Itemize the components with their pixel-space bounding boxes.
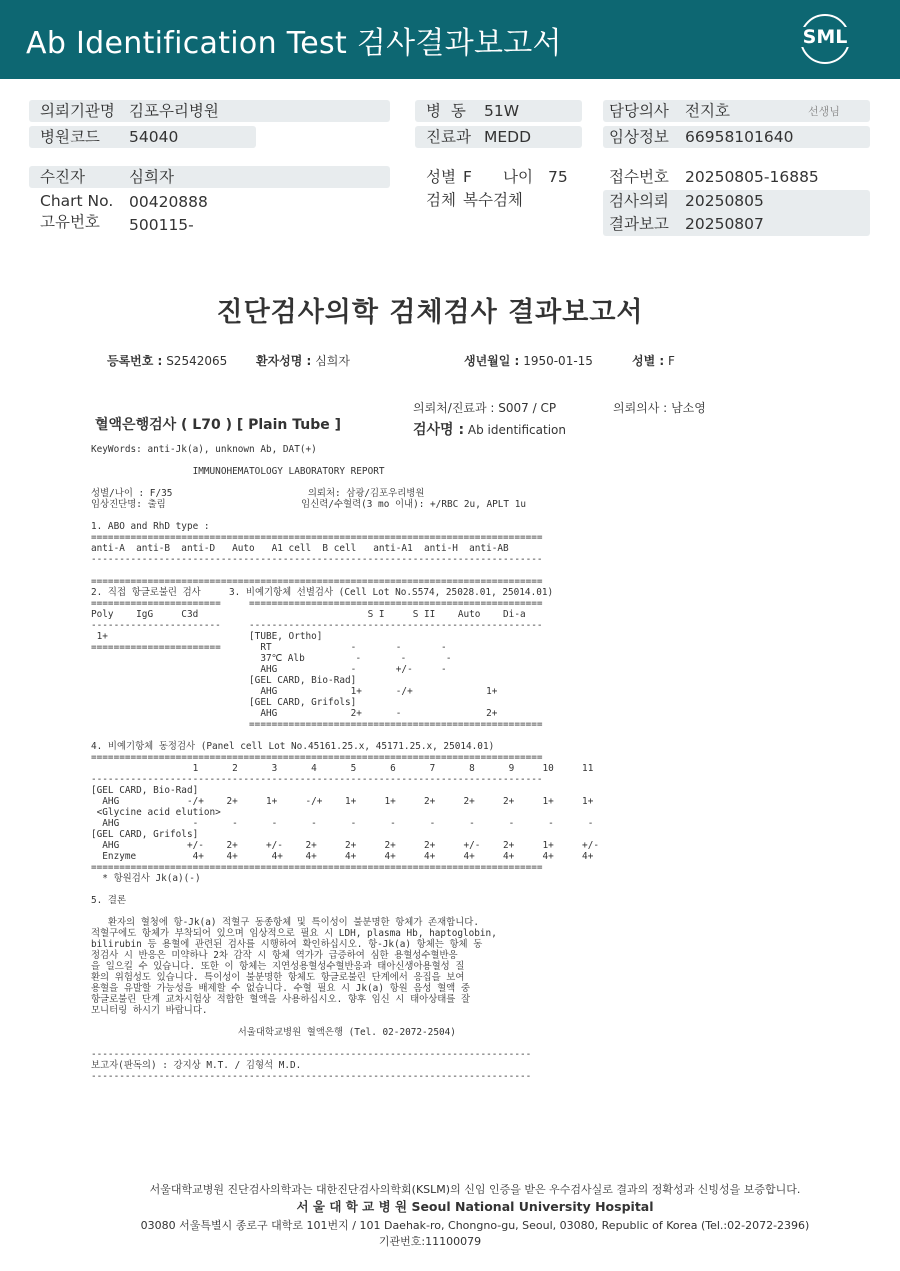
name-label: 환자성명 : [256, 354, 312, 368]
patient-value: 심희자 [129, 168, 174, 186]
request-doctor-value: 남소영 [671, 401, 706, 415]
dept-value: MEDD [484, 128, 532, 146]
reg-value: S2542065 [166, 354, 228, 368]
test-group: 혈액은행검사 ( L70 ) [ Plain Tube ] [95, 417, 342, 433]
report-sex-value: F [668, 354, 675, 368]
footer-institution-number: 기관번호:11100079 [378, 1235, 482, 1248]
id-value: 500115- [129, 216, 194, 234]
request-dept-value: S007 / CP [498, 401, 557, 415]
ward-value: 51W [484, 102, 520, 120]
request-dept-label: 의뢰처/진료과 : [413, 401, 495, 415]
institution-value: 김포우리병원 [129, 102, 219, 120]
request-doctor [613, 399, 706, 416]
birth-value: 1950-01-15 [523, 354, 593, 368]
specimen-value: 복수검체 [463, 191, 523, 209]
doctor-suffix: 선생님 [808, 105, 840, 118]
clinical-label: 임상정보 [609, 128, 669, 146]
doctor-value: 전지호 [685, 102, 730, 120]
patient-name [256, 352, 350, 369]
report-title: 진단검사의학 검체검사 결과보고서 [216, 297, 644, 328]
test-name-label: 검사명 : [413, 422, 465, 438]
request-value: 20250805 [685, 192, 764, 210]
logo-text: SML [797, 27, 853, 47]
report-body: KeyWords: anti-Jk(a), unknown Ab, DAT(+) IMMUNOHEMATOLOGY LABORATORY REPORT 성별/나이 : F/35 의뢰처: 삼광/김포우리병원 임상진단명: 출림 임신력/수혈력(3 mo 이내): +/RBC 2u, APLT 1u 1. ABO and RhD type : ================================================================================ anti-A anti-B anti-D Auto A1 cell B cell anti-A1 anti-H anti-AB -------------------------------------------------------------------------------- ================================================================================ 2. 직접 항글로불린 검사 3. 비예기항체 선별검사 (Cell Lot No.S574, 25028.01, 25014.01) ======================= ==================================================== Poly IgG C3d S I S II Auto Di-a ----------------------- ---------------------------------------------------- 1+ [TUBE, Ortho] ======================= RT - - - 37℃ Alb - - - AHG - +/- - [GEL CARD, Bio-Rad] AHG 1+ -/+ 1+ [GEL CARD, Grifols] AHG 2+ - 2+ ==================================================== 4. 비예기항체 동정검사 (Panel cell Lot No.45161.25.x, 45171.25.x, 25014.01) ================================================================================ 1 2 3 4 5 6 7 8 9 10 11 -------------------------------------------------------------------------------- [GEL CARD, Bio-Rad] AHG -/+ 2+ 1+ -/+ 1+ 1+ 2+ 2+ 2+ 1+ 1+ <Glycine acid elution> AHG - - - - - - - - - - - [GEL CARD, Grifols] AHG +/- 2+ +/- 2+ 2+ 2+ 2+ +/- 2+ 1+ +/- Enzyme 4+ 4+ 4+ 4+ 4+ 4+ 4+ 4+ 4+ 4+ 4+ ================================================================================ * 항원검사 Jk(a)(-) 5. 결론 환자의 혈청에 항-Jk(a) 적혈구 동종항체 및 특이성이 불분명한 항체가 존재합니다. 적혈구에도 항체가 부착되어 있으며 임상적으로 필요 시 LDH, plasma Hb, haptoglobin, bilirubin 등 용혈에 관련된 검사를 시행하여 확인하십시오. 항-Jk(a) 항체는 항체 동 정검사 시 반응은 미약하나 2차 감작 시 항체 역가가 급증하여 심한 용혈성수혈반응 을 일으킬 수 있습니다. 또한 이 항체는 지연성용혈성수혈반응과 태아신생아용혈성 질 환의 위험성도 있습니다. 특이성이 불분명한 항체도 항글로불린 단계에서 응집을 보여 용혈을 유발할 가능성을 배제할 수 없습니다. 수혈 필요 시 Jk(a) 항원 음성 혈액 중 항글로불린 단계 교차시험상 적합한 혈액을 사용하십시오. 향후 임신 시 태아상태를 잘 모니터링 하시기 바랍니다. 서울대학교병원 혈액은행 (Tel. 02-2072-2504) ------------------------------------------------------------------------------ 보고자(판독의) : 강지상 M.T. / 김형석 M.D. ------------------------------------------------------------------------------ [91, 444, 599, 1082]
specimen-label: 검체 [426, 191, 456, 209]
chart-label: Chart No. [40, 192, 114, 210]
test-name [413, 419, 566, 439]
report-sex [632, 352, 675, 369]
result-value: 20250807 [685, 215, 764, 233]
test-name-value: Ab identification [467, 423, 566, 437]
reg-number [107, 352, 227, 369]
footer-hospital-name: 서 울 대 학 교 병 원 Seoul National University Hospital [296, 1199, 654, 1214]
receipt-value: 20250805-16885 [685, 168, 819, 186]
request-doctor-label: 의뢰의사 : [613, 401, 668, 415]
request-label: 검사의뢰 [609, 192, 669, 210]
id-label: 고유번호 [40, 213, 100, 231]
age-value: 75 [548, 168, 568, 186]
code-value: 54040 [129, 128, 179, 146]
name-value: 심희자 [315, 354, 350, 368]
result-label: 결과보고 [609, 215, 669, 233]
sml-logo-icon [797, 14, 853, 64]
report-header-title: Ab Identification Test 검사결과보고서 [26, 26, 562, 61]
reg-label: 등록번호 : [107, 354, 163, 368]
dept-label: 진료과 [426, 128, 471, 146]
patient-label: 수진자 [40, 168, 85, 186]
age-label: 나이 [503, 168, 533, 186]
sex-value: F [463, 168, 472, 186]
chart-value: 00420888 [129, 193, 208, 211]
doctor-label: 담당의사 [609, 102, 669, 120]
footer-certification: 서울대학교병원 진단검사의학과는 대한진단검사의학회(KSLM)의 신임 인증을 받은 우수검사실로 결과의 정확성과 신빙성을 보증합니다. [149, 1183, 801, 1196]
report-sex-label: 성별 : [632, 354, 665, 368]
sex-label: 성별 [426, 168, 456, 186]
birth-date [464, 352, 593, 369]
report-header [0, 0, 900, 79]
footer-address: 03080 서울특별시 종로구 대학로 101번지 / 101 Daehak-ro, Chongno-gu, Seoul, 03080, Republic of Korea (Tel.:02-2072-2396) [140, 1219, 810, 1232]
ward-label: 병 동 [426, 102, 466, 120]
institution-label: 의뢰기관명 [40, 102, 115, 120]
receipt-label: 접수번호 [609, 168, 669, 186]
clinical-value: 66958101640 [685, 128, 794, 146]
birth-label: 생년월일 : [464, 354, 520, 368]
code-label: 병원코드 [40, 128, 100, 146]
request-dept [413, 399, 556, 416]
